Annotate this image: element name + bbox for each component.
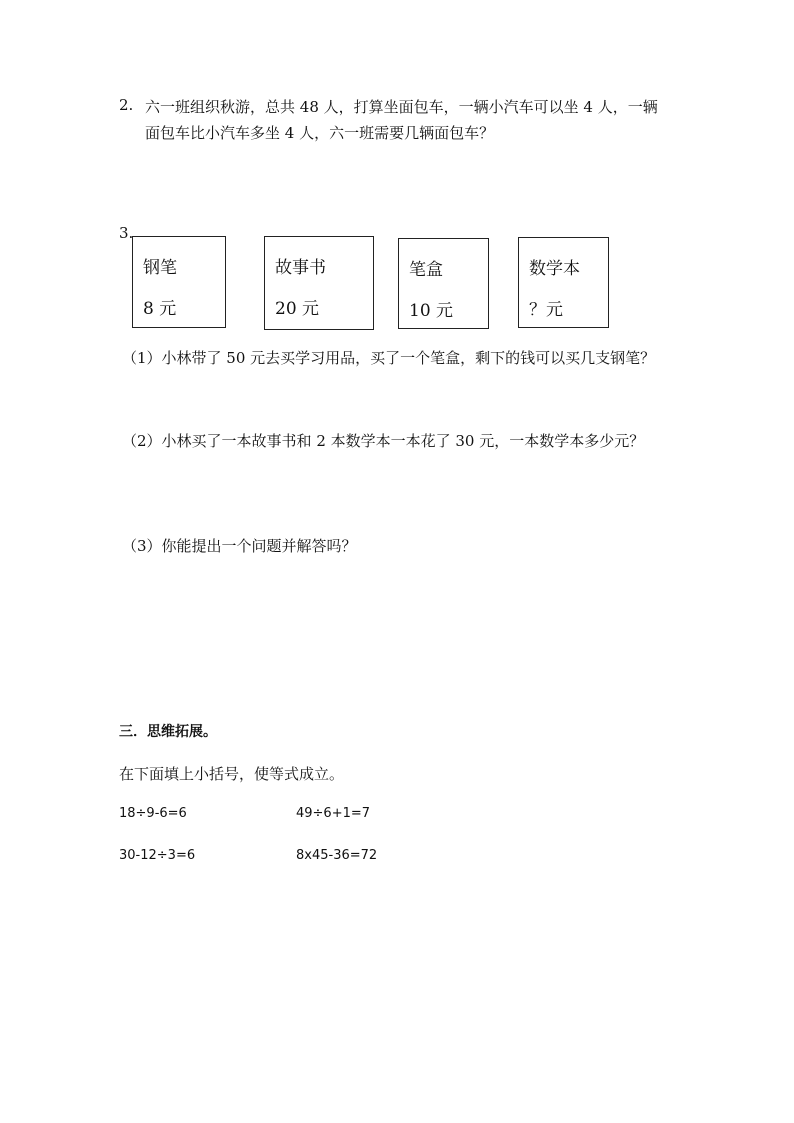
question-2-text-line2: 面包车比小汽车多坐 4 人，六一班需要几辆面包车？ [145,124,495,142]
item-name: 数学本 [529,259,580,279]
question-2-number: 2. [119,96,134,114]
price-box-math-notebook [518,237,609,328]
item-name: 故事书 [275,258,326,278]
item-price: 8 元 [143,299,177,319]
equation: 49÷6+1=7 [296,806,371,821]
item-price: 10 元 [409,301,454,321]
question-3-sub-1: （1）小林带了 50 元去买学习用品，买了一个笔盒，剩下的钱可以买几支钢笔？ [122,349,656,367]
equation: 18÷9-6=6 [119,806,187,821]
section-3-title: 三．思维拓展。 [119,724,217,740]
price-box-pen [132,236,226,328]
item-price: ？元 [529,300,563,320]
question-3-number: 3. [119,224,134,242]
item-price: 20 元 [275,299,320,319]
price-box-storybook [264,236,374,330]
question-3-sub-2: （2）小林买了一本故事书和 2 本数学本一本花了 30 元，一本数学本多少元？ [122,432,645,450]
item-name: 钢笔 [143,258,177,278]
price-box-pencil-case [398,238,489,329]
question-2-text-line1: 六一班组织秋游，总共 48 人，打算坐面包车，一辆小汽车可以坐 4 人，一辆 [145,98,658,116]
equation: 30-12÷3=6 [119,848,196,863]
section-3-instruction: 在下面填上小括号，使等式成立。 [119,765,345,783]
equation: 8x45-36=72 [296,848,378,863]
item-name: 笔盒 [409,260,443,280]
question-3-sub-3: （3）你能提出一个问题并解答吗？ [122,537,357,555]
